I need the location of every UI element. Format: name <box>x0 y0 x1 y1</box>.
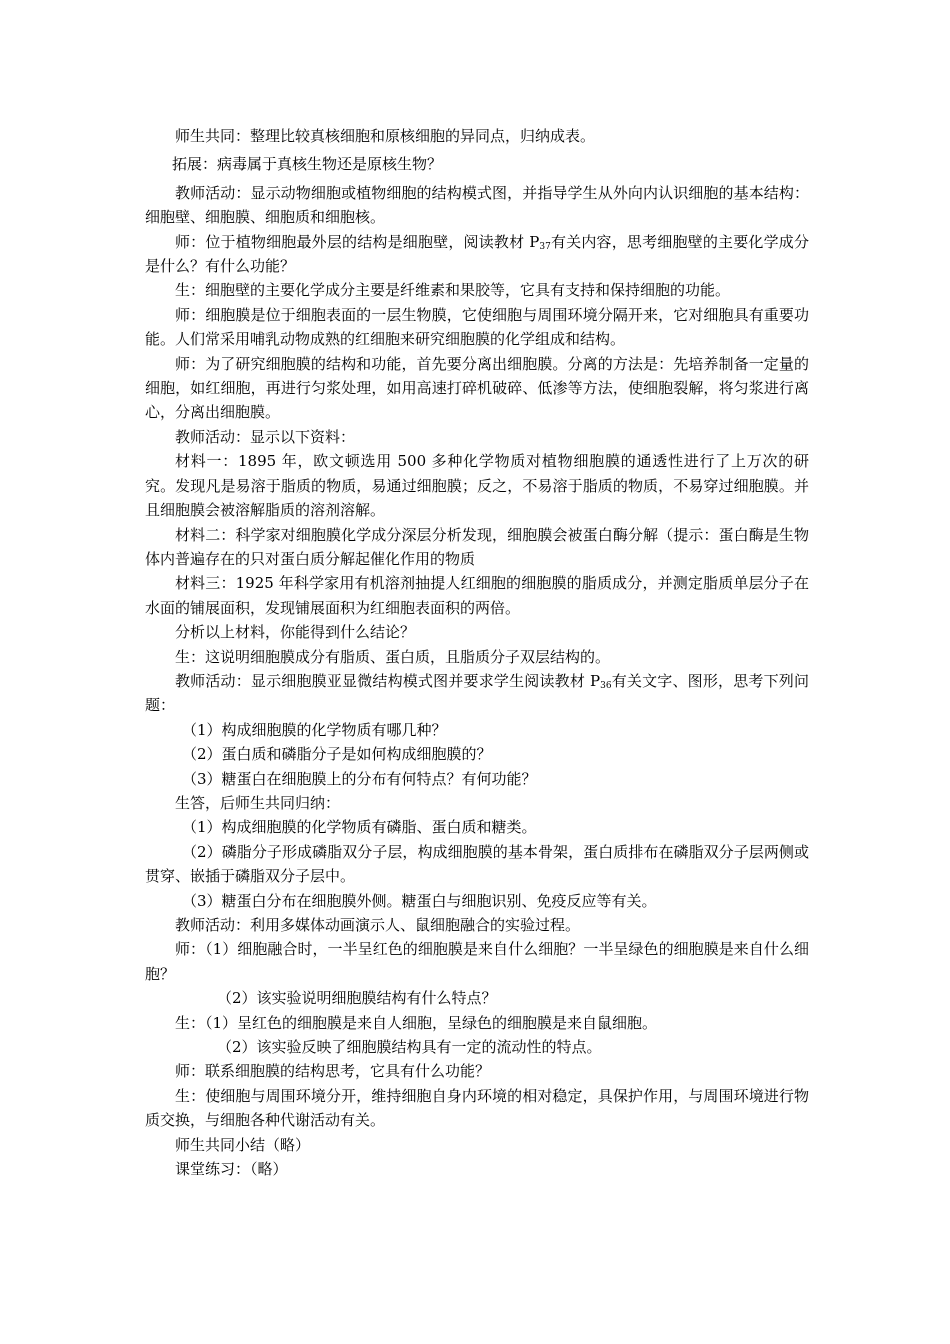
paragraph-classroom-exercise: 课堂练习：（略） <box>175 1160 288 1179</box>
paragraph-summary: 师生共同：整理比较真核细胞和原核细胞的异同点，归纳成表。 <box>175 127 596 145</box>
paragraph-teacher-separation: 师：为了研究细胞膜的结构和功能，首先要分离出细胞膜。分离的方法是：先培养制备一定量的细胞，如红细胞，再进行匀浆处理，如用高速打碎机破碎、低渗等方法，使细胞裂解，将匀浆进行离心，分离出细胞膜。 <box>145 354 809 422</box>
paragraph-summary-intro: 生答，后师生共同归纳： <box>175 793 341 812</box>
paragraph-material-2: 材料二：科学家对细胞膜化学成分深层分析发现，细胞膜会被蛋白酶分解（提示：蛋白酶是生物体内普遍存在的只对蛋白质分解起催化作用的物质 <box>145 525 809 568</box>
paragraph-teacher-function: 师：联系细胞膜的结构思考，它具有什么功能？ <box>175 1062 491 1081</box>
paragraph-material-1: 材料一：1895 年，欧文顿选用 500 多种化学物质对植物细胞膜的通透性进行了上万次的研究。发现凡是易溶于脂质的物质，易通过细胞膜；反之，不易溶于脂质的物质，不易穿过细胞膜。并且细胞膜会被溶解脂质的溶剂溶解。 <box>145 452 809 520</box>
paragraph-teacher-fusion-q2: （2）该实验说明细胞膜结构有什么特点？ <box>217 989 497 1008</box>
paragraph-teacher-membrane-diagram-tail: 有关文字、图形，思考下列问题： <box>145 671 809 715</box>
paragraph-teacher-membrane: 师：细胞膜是位于细胞表面的一层生物膜，它使细胞与周围环境分隔开来，它对细胞具有重要功能。人们常采用哺乳动物成熟的红细胞来研究细胞膜的化学组成和结构。 <box>145 305 809 349</box>
paragraph-student-function: 生：使细胞与周围环境分开，维持细胞自身内环境的相对稳定，具保护作用，与周围环境进行物质交换，与细胞各种代谢活动有关。 <box>145 1086 809 1130</box>
paragraph-student-fusion-a2: （2）该实验反映了细胞膜结构具有一定的流动性的特点。 <box>217 1038 602 1057</box>
paragraph-teacher-materials: 教师活动：显示以下资料： <box>175 427 356 446</box>
paragraph-teacher-cell-wall-head: 师：位于植物细胞最外层的结构是细胞壁，阅读教材 P <box>175 232 540 251</box>
answer-1: （1）构成细胞膜的化学物质有磷脂、蛋白质和糖类。 <box>182 818 537 837</box>
paragraph-analysis-question: 分析以上材料，你能得到什么结论？ <box>175 623 416 642</box>
paragraph-teacher-fusion-q1: 师：（1）细胞融合时，一半呈红色的细胞膜是来自什么细胞？一半呈绿色的细胞膜是来自什么细胞？ <box>145 940 809 983</box>
paragraph-teacher-membrane-diagram-head: 教师活动：显示细胞膜亚显微结构模式图并要求学生阅读教材 P <box>175 671 601 690</box>
paragraph-student-fusion-a1: 生：（1）呈红色的细胞膜是来自人细胞，呈绿色的细胞膜是来自鼠细胞。 <box>175 1013 658 1032</box>
question-3: （3）糖蛋白在细胞膜上的分布有何特点？有何功能？ <box>182 769 537 788</box>
paragraph-class-summary: 师生共同小结（略） <box>175 1135 311 1154</box>
question-1: （1）构成细胞膜的化学物质有哪几种？ <box>182 720 447 739</box>
paragraph-teacher-membrane-diagram <box>145 669 809 718</box>
answer-3: （3）糖蛋白分布在细胞膜外侧。糖蛋白与细胞识别、免疫反应等有关。 <box>182 891 657 910</box>
paragraph-teacher-fusion: 教师活动：利用多媒体动画演示人、鼠细胞融合的实验过程。 <box>175 916 581 934</box>
document-body <box>145 124 809 1181</box>
paragraph-teacher-cell-wall-tail: 有关内容，思考细胞壁的主要化学成分是什么？有什么功能？ <box>145 232 809 276</box>
question-2: （2）蛋白质和磷脂分子是如何构成细胞膜的？ <box>182 745 492 764</box>
paragraph-extension: 拓展：病毒属于真核生物还是原核生物？ <box>172 155 443 174</box>
paragraph-student-conclusion: 生：这说明细胞膜成分有脂质、蛋白质，且脂质分子双层结构的。 <box>175 647 611 666</box>
paragraph-teacher-cell-wall <box>145 230 809 279</box>
page-ref-36: 36 <box>600 680 612 691</box>
paragraph-material-3: 材料三：1925 年科学家用有机溶剂抽提人红细胞的细胞膜的脂质成分，并测定脂质单层分子在水面的铺展面积，发现铺展面积为红细胞表面积的两倍。 <box>145 574 809 617</box>
page-ref-37: 37 <box>539 241 551 252</box>
paragraph-teacher-activity-structure: 教师活动：显示动物细胞或植物细胞的结构模式图，并指导学生从外向内认识细胞的基本结构：细胞壁、细胞膜、细胞质和细胞核。 <box>145 183 809 227</box>
paragraph-student-cell-wall: 生：细胞壁的主要化学成分主要是纤维素和果胶等，它具有支持和保持细胞的功能。 <box>175 281 731 300</box>
answer-2: （2）磷脂分子形成磷脂双分子层，构成细胞膜的基本骨架，蛋白质排布在磷脂双分子层两侧或贯穿、嵌插于磷脂双分子层中。 <box>145 842 809 886</box>
